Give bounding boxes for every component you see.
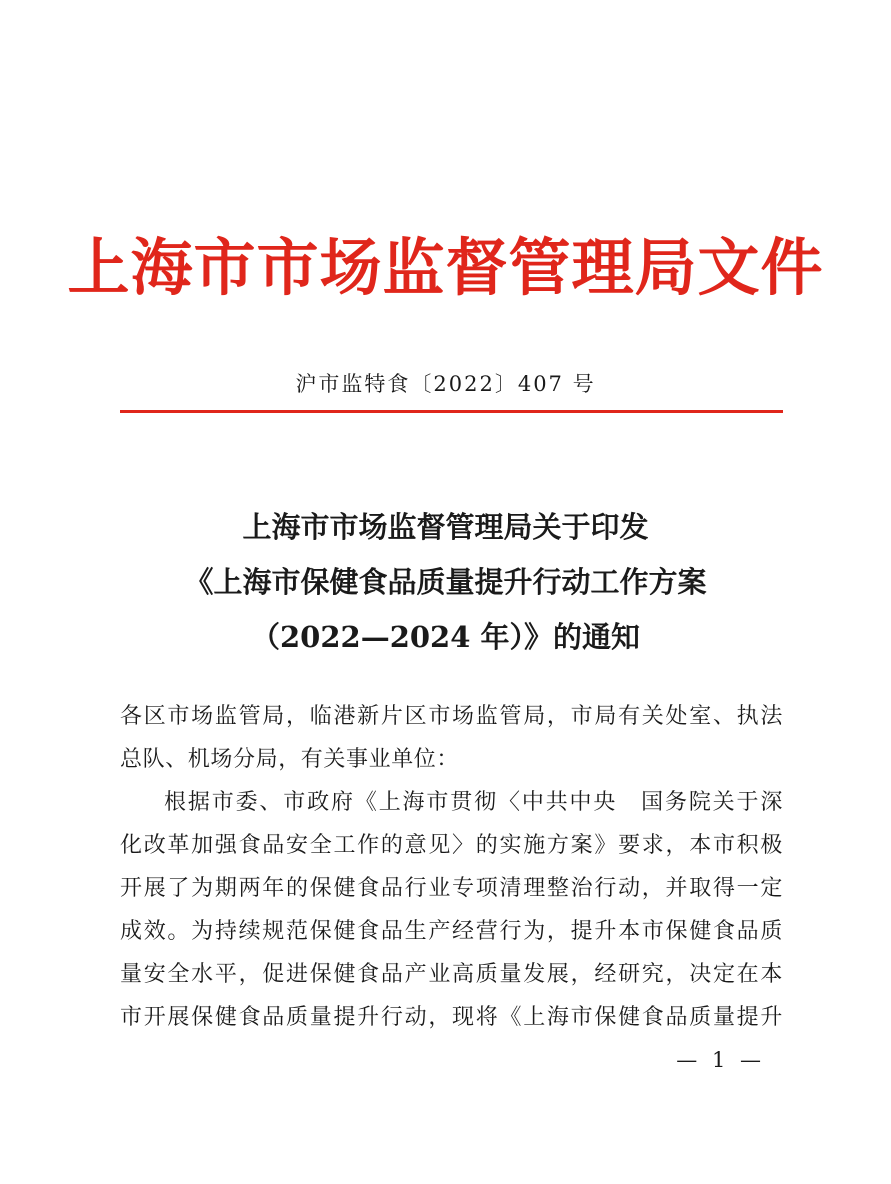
heading-line: 《上海市保健食品质量提升行动工作方案 xyxy=(184,565,707,599)
body-line: 市开展保健食品质量提升行动，现将《上海市保健食品质量提升 xyxy=(120,1005,783,1030)
body-line: 开展了为期两年的保健食品行业专项清理整治行动，并取得一定 xyxy=(120,876,783,901)
addressee-line: 总队、机场分局，有关事业单位： xyxy=(120,747,460,772)
body-paragraph xyxy=(120,781,783,1039)
body-line: 成效。为持续规范保健食品生产经营行为，提升本市保健食品质 xyxy=(120,919,783,944)
addressee-block xyxy=(120,695,783,781)
body-line: 根据市委、市政府《上海市贯彻〈中共中央 国务院关于深 xyxy=(164,790,783,815)
document-number: 沪市监特食〔2022〕407 号 xyxy=(295,372,596,396)
issuer-title: 上海市市场监督管理局文件 xyxy=(67,231,824,304)
heading-line: （2022—2024 年）》的通知 xyxy=(250,620,641,654)
red-divider-line xyxy=(120,410,783,413)
page-number: — 1 — xyxy=(676,1048,765,1072)
body-line: 量安全水平，促进保健食品产业高质量发展，经研究，决定在本 xyxy=(120,962,783,987)
heading-line: 上海市市场监督管理局关于印发 xyxy=(242,510,649,544)
document-heading xyxy=(0,500,891,665)
body-line: 化改革加强食品安全工作的意见〉的实施方案》要求，本市积极 xyxy=(120,833,783,858)
addressee-line: 各区市场监管局，临港新片区市场监管局，市局有关处室、执法 xyxy=(120,704,783,729)
